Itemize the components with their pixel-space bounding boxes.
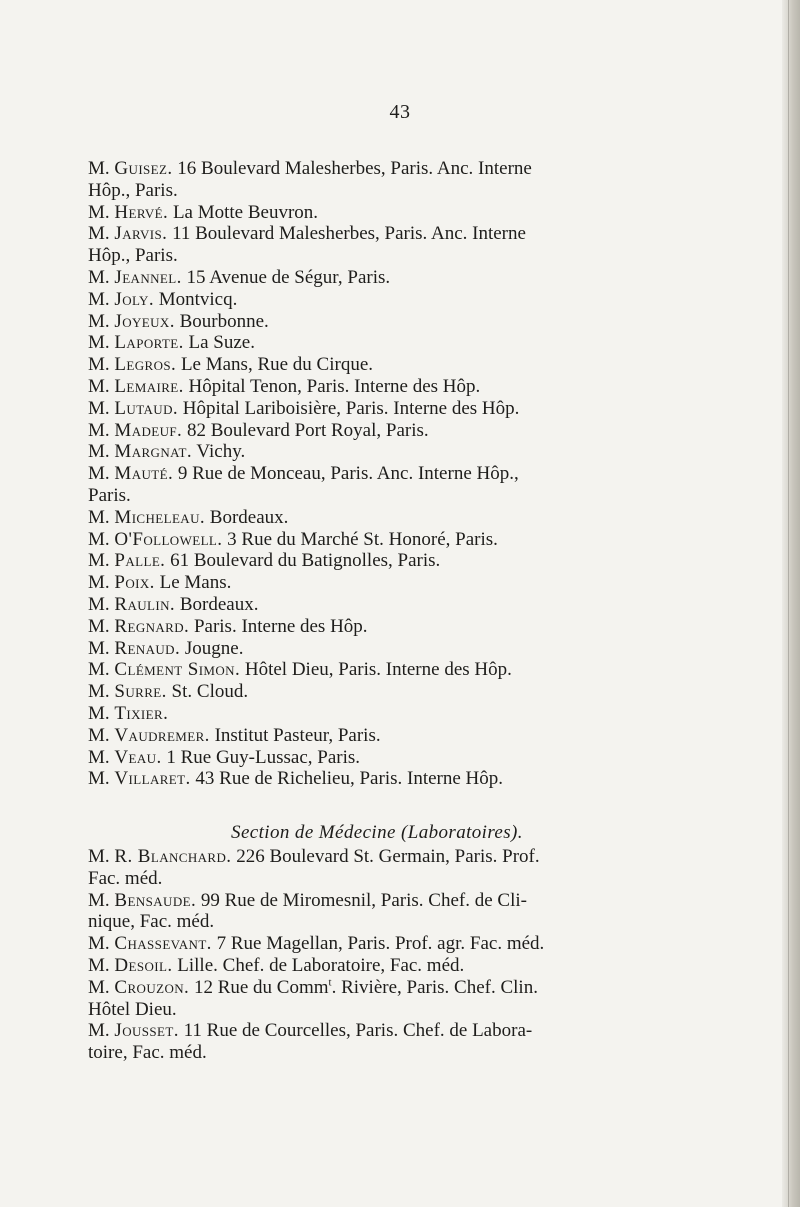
page-number: 43 [389,101,411,123]
list-entry: M. Jeannel. 15 Avenue de Ségur, Paris. [88,266,391,288]
list-entry: M. Crouzon. 12 Rue du Comm$^t$. Rivière, Paris. Chef. Clin. Hôtel Dieu. [88,976,538,1020]
laboratory-entries-list [88,846,778,1064]
list-entry: M. Margnat. Vichy. [88,441,246,463]
list-entry: M. Guisez. 16 Boulevard Malesherbes, Paris. Anc. Interne Hôp., Paris. [88,158,532,201]
list-entry: M. Regnard. Paris. Interne des Hôp. [88,615,368,637]
list-entry: M. Lutaud. Hôpital Lariboisière, Paris. Interne des Hôp. [88,397,520,419]
section-heading [0,822,800,844]
list-entry: M. R. Blanchard. 226 Boulevard St. Germain, Paris. Prof. Fac. méd. [88,846,540,889]
list-entry: M. Micheleau. Bordeaux. [88,506,289,528]
section-heading-subtitle: (Laboratoires). [401,822,523,843]
list-entry: M. Clément Simon. Hôtel Dieu, Paris. Interne des Hôp. [88,659,512,681]
list-entry: M. Joyeux. Bourbonne. [88,310,269,332]
list-entry: M. Jarvis. 11 Boulevard Malesherbes, Paris. Anc. Interne Hôp., Paris. [88,223,526,267]
list-entry: M. Mauté. 9 Rue de Monceau, Paris. Anc. Interne Hôp., Paris. [88,463,519,506]
list-entry: M. Legros. Le Mans, Rue du Cirque. [88,354,374,376]
list-entry: M. Joly. Montvicq. [88,288,238,310]
list-entry: M. Poix. Le Mans. [88,572,232,594]
list-entry: M. Renaud. Jougne. [88,637,244,659]
list-entry: M. Palle. 61 Boulevard du Batignolles, Paris. [88,550,441,572]
list-entry: M. O'Followell. 3 Rue du Marché St. Honoré, Paris. [88,528,498,550]
hospital-entries-list [88,158,778,790]
list-entry: M. Bensaude. 99 Rue de Miromesnil, Paris. Chef. de Cli- nique, Fac. méd. [88,889,527,933]
page-edge-shadow [782,0,800,1207]
list-entry: M. Desoil. Lille. Chef. de Laboratoire, Fac. méd. [88,954,465,976]
list-entry: M. Madeuf. 82 Boulevard Port Royal, Paris. [88,419,429,441]
list-entry: M. Chassevant. 7 Rue Magellan, Paris. Prof. agr. Fac. méd. [88,933,545,955]
list-entry: M. Villaret. 43 Rue de Richelieu, Paris. Interne Hôp. [88,768,504,790]
list-entry: M. Hervé. La Motte Beuvron. [88,201,319,223]
list-entry: M. Lemaire. Hôpital Tenon, Paris. Interne des Hôp. [88,375,481,397]
list-entry: M. Laporte. La Suze. [88,332,255,354]
list-entry: M. Surre. St. Cloud. [88,681,249,703]
list-entry: M. Tixier. [88,702,169,724]
list-entry: M. Jousset. 11 Rue de Courcelles, Paris. Chef. de Labora- toire, Fac. méd. [88,1020,533,1064]
list-entry: M. Vaudremer. Institut Pasteur, Paris. [88,724,381,746]
section-heading-title: Section de Médecine [231,822,396,843]
list-entry: M. Raulin. Bordeaux. [88,593,259,615]
list-entry: M. Veau. 1 Rue Guy-Lussac, Paris. [88,746,361,768]
